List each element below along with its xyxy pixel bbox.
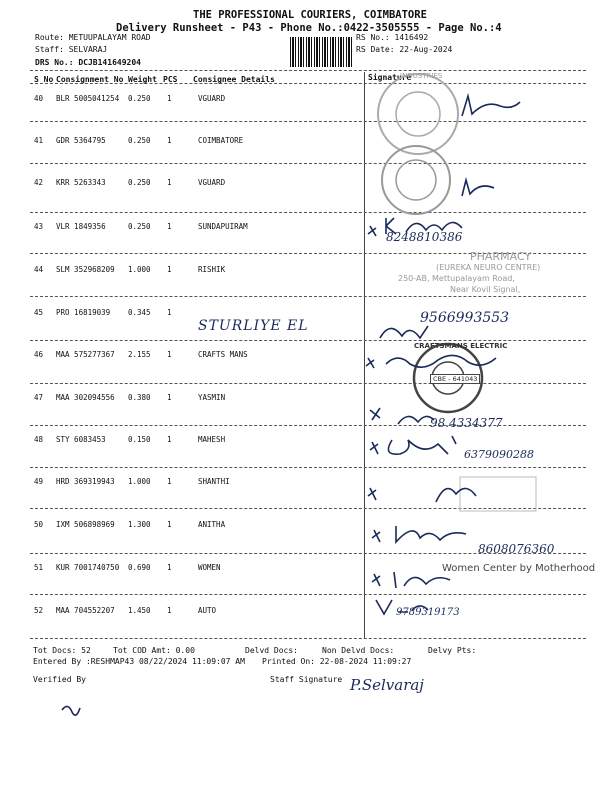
row-consignee: RISHIK	[198, 265, 226, 274]
row-sno: 41	[34, 136, 44, 145]
row-pcs: 1	[167, 178, 172, 187]
staff-label: Staff: SELVARAJ	[35, 45, 108, 54]
pharmacy-line2: (EUREKA NEURO CENTRE)	[436, 263, 541, 272]
col-consignee: Consignee Details	[193, 75, 275, 84]
rule-top	[30, 70, 586, 71]
col-pcs: PCS	[163, 75, 178, 84]
signature-51	[370, 566, 460, 594]
row-weight: 1.450	[128, 606, 151, 615]
handwritten-phone-47: 98.4334377	[430, 416, 503, 430]
signature-46	[364, 348, 504, 374]
non-delvd-docs: Non Delvd Docs:	[322, 646, 395, 655]
row-rule	[30, 212, 586, 213]
row-consignment: HRD 369319943	[56, 477, 115, 486]
row-pcs: 1	[167, 94, 172, 103]
col-consignment: Consignment No	[56, 75, 124, 84]
verified-initial	[60, 700, 84, 722]
row-sno: 46	[34, 350, 44, 359]
row-weight: 0.250	[128, 222, 151, 231]
row-pcs: 1	[167, 308, 172, 317]
row-weight: 1.300	[128, 520, 151, 529]
stamp2-code: CBE - 641043	[430, 374, 480, 384]
rs-date: RS Date: 22-Aug-2024	[356, 45, 453, 54]
row-pcs: 1	[167, 563, 172, 572]
verified-by: Verified By	[33, 675, 86, 684]
signature-52	[372, 596, 432, 620]
handwritten-consignee-45: STURLIYE EL	[198, 318, 309, 334]
barcode	[290, 37, 352, 67]
row-consignment: GDR 5364795	[56, 136, 106, 145]
row-consignment: MAA 575277367	[56, 350, 115, 359]
row-sno: 44	[34, 265, 44, 274]
row-weight: 0.345	[128, 308, 151, 317]
tot-cod: Tot COD Amt: 0.00	[113, 646, 195, 655]
row-rule	[30, 163, 586, 164]
col-sno: S No	[34, 75, 54, 84]
signature-48	[368, 432, 468, 466]
entered-by: Entered By :RESHMAP43 08/22/2024 11:09:07 AM	[33, 657, 245, 666]
row-weight: 0.150	[128, 435, 151, 444]
row-pcs: 1	[167, 393, 172, 402]
signature-43	[366, 214, 486, 240]
row-weight: 0.380	[128, 393, 151, 402]
row-sno: 47	[34, 393, 44, 402]
handwritten-phone-52: 9789319173	[396, 607, 460, 618]
row-consignee: VGUARD	[198, 178, 226, 187]
row-weight: 1.000	[128, 265, 151, 274]
company-title: THE PROFESSIONAL COURIERS, COIMBATORE	[193, 9, 427, 21]
row-rule	[30, 296, 586, 297]
row-consignment: KUR 7001740750	[56, 563, 120, 572]
row-consignee: CRAFTS MANS	[198, 350, 248, 359]
row-pcs: 1	[167, 520, 172, 529]
signature-45	[376, 316, 436, 346]
route-label: Route: METUUPALAYAM ROAD	[35, 33, 151, 42]
row-consignee: MAHESH	[198, 435, 226, 444]
women-stamp: Women Center by Motherhood	[442, 563, 596, 574]
row-consignee: AUTO	[198, 606, 217, 615]
row-pcs: 1	[167, 222, 172, 231]
row-consignment: BLR 5005041254	[56, 94, 120, 103]
delvd-docs: Delvd Docs:	[245, 646, 298, 655]
row-weight: 1.000	[128, 477, 151, 486]
handwritten-phone-48: 6379090288	[464, 448, 534, 461]
row-sno: 40	[34, 94, 44, 103]
row-consignment: PRO 16819039	[56, 308, 111, 317]
handwritten-phone-43: 8248810386	[386, 230, 463, 244]
row-consignee: SUNDAPUIRAM	[198, 222, 248, 231]
row-consignment: VLR 1849356	[56, 222, 106, 231]
pharmacy-line4: Near Kovil Signal,	[450, 285, 521, 294]
col-signature: Signature	[368, 73, 412, 82]
row-sno: 42	[34, 178, 44, 187]
runsheet-title: Delivery Runsheet - P43 - Phone No.:0422-3505555 - Page No.:4	[116, 22, 502, 34]
row-weight: 0.250	[128, 136, 151, 145]
row-weight: 2.155	[128, 350, 151, 359]
row-consignment: MAA 302094556	[56, 393, 115, 402]
row-consignee: WOMEN	[198, 563, 221, 572]
pharmacy-line3: 250-AB, Mettupalayam Road,	[398, 274, 515, 283]
stamp2-text: CRAFTSMANS ELECTRIC	[414, 342, 508, 350]
tot-docs: Tot Docs: 52	[33, 646, 91, 655]
signature-40	[456, 92, 526, 122]
row-consignee: VGUARD	[198, 94, 226, 103]
printed-on: Printed On: 22-08-2024 11:09:27	[262, 657, 412, 666]
row-pcs: 1	[167, 435, 172, 444]
row-consignment: IXM 506898969	[56, 520, 115, 529]
row-sno: 50	[34, 520, 44, 529]
col-weight: Weight	[128, 75, 157, 84]
row-rule	[30, 594, 586, 595]
row-rule	[30, 467, 586, 468]
drs-number: DRS No.: DCJB141649204	[35, 58, 141, 67]
delvy-pts: Delvy Pts:	[428, 646, 477, 655]
row-consignee: COIMBATORE	[198, 136, 244, 145]
row-weight: 0.690	[128, 563, 151, 572]
row-sno: 52	[34, 606, 44, 615]
handwritten-phone-45: 9566993553	[420, 310, 510, 326]
row-sno: 43	[34, 222, 44, 231]
row-consignment: STY 6083453	[56, 435, 106, 444]
row-consignee: SHANTHI	[198, 477, 230, 486]
handwritten-phone-50: 8608076360	[478, 542, 555, 556]
row-consignment: MAA 704552207	[56, 606, 115, 615]
row-consignment: KRR 5263343	[56, 178, 106, 187]
signature-49	[366, 478, 486, 508]
rs-number: RS No.: 1416492	[356, 33, 429, 42]
row-sno: 49	[34, 477, 44, 486]
row-pcs: 1	[167, 136, 172, 145]
signature-42	[456, 176, 506, 202]
row-sno: 45	[34, 308, 44, 317]
pharmacy-line1: PHARMACY	[470, 250, 532, 263]
row-pcs: 1	[167, 265, 172, 274]
row-consignment: SLM 352968209	[56, 265, 115, 274]
staff-signature-label: Staff Signature	[270, 675, 343, 684]
row-pcs: 1	[167, 606, 172, 615]
row-weight: 0.250	[128, 178, 151, 187]
row-pcs: 1	[167, 477, 172, 486]
row-sno: 48	[34, 435, 44, 444]
stamp1-text: INDUSTRIES	[400, 72, 443, 80]
row-rule	[30, 638, 586, 639]
row-pcs: 1	[167, 350, 172, 359]
row-consignee: ANITHA	[198, 520, 226, 529]
row-weight: 0.250	[128, 94, 151, 103]
row-sno: 51	[34, 563, 44, 572]
staff-signature: P.Selvaraj	[350, 676, 424, 694]
row-consignee: YASMIN	[198, 393, 226, 402]
signature-50	[370, 520, 480, 550]
signature-47	[368, 402, 438, 432]
